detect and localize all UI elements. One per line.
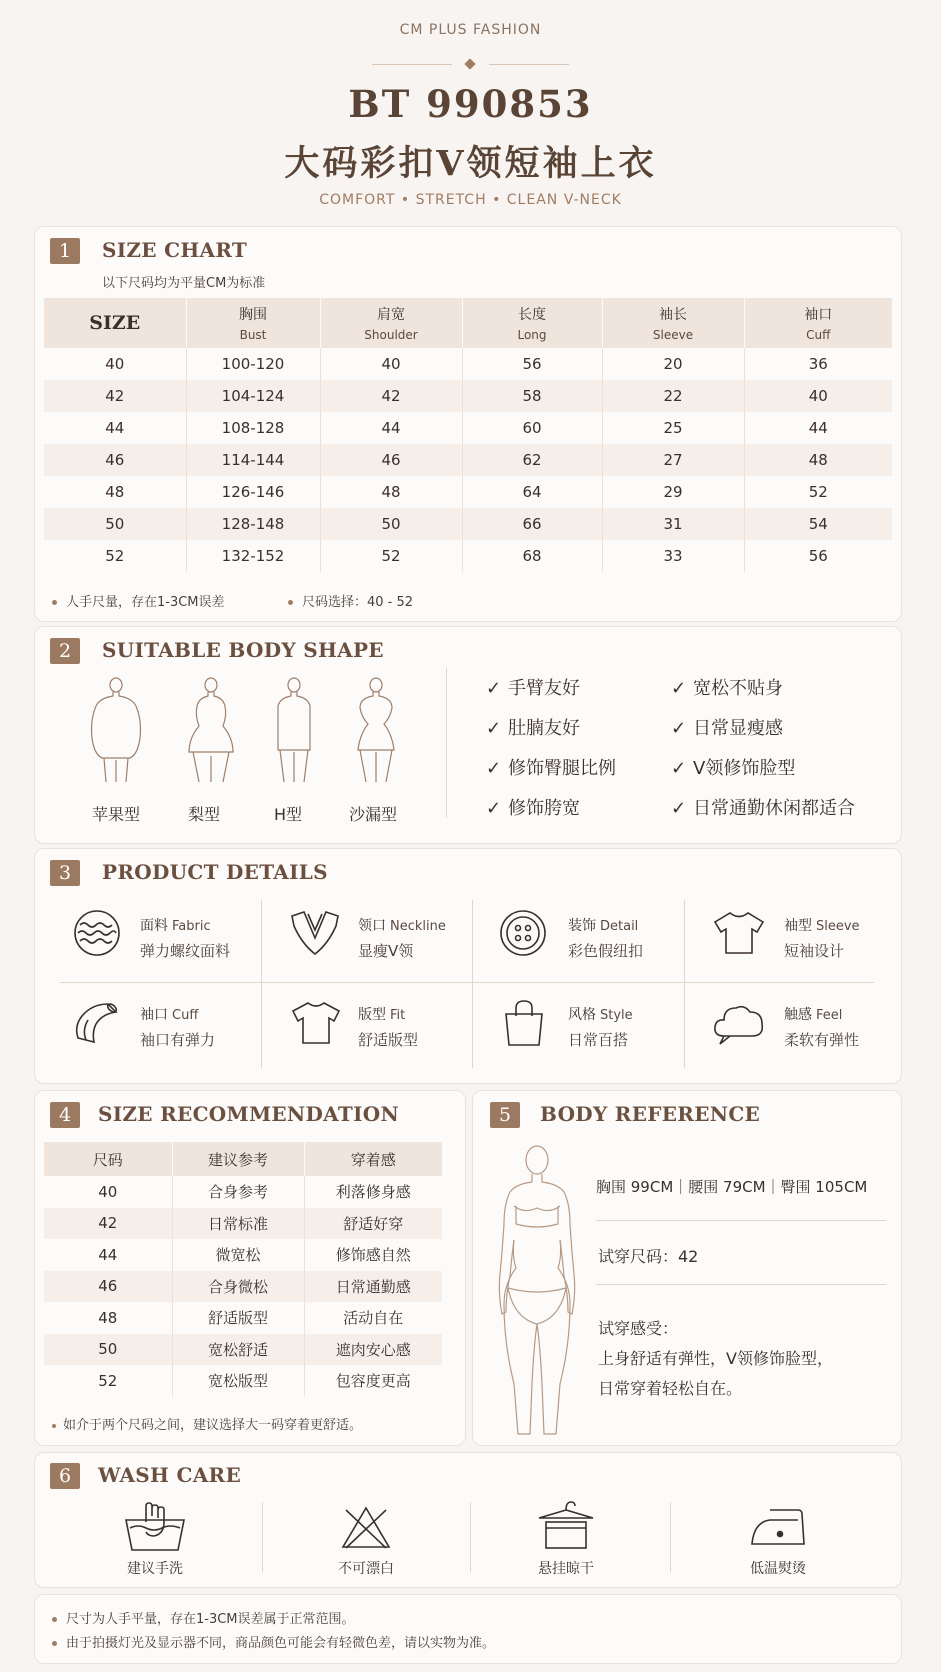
detail-value: 柔软有弹性 (784, 1031, 860, 1049)
table-cell: 108-128 (186, 412, 320, 444)
detail-value: 显瘦V领 (358, 942, 414, 960)
divider-line (60, 982, 874, 983)
body-measurements: 胸围 99CM｜腰围 79CM｜臀围 105CM (596, 1178, 868, 1196)
section-title: WASH CARE (98, 1463, 242, 1487)
divider-line (472, 900, 473, 1068)
figure-label: 沙漏型 (348, 805, 397, 824)
table-cell: 46 (320, 444, 462, 476)
benefit-item: ✓ 日常通勤休闲都适合 (671, 798, 855, 819)
table-cell: 48 (320, 476, 462, 508)
section-title: SIZE CHART (102, 238, 248, 262)
divider-line (372, 64, 452, 65)
divider-line (470, 1502, 471, 1572)
hourglass-shape-figure-icon (346, 676, 406, 786)
cloud-feel-icon (712, 1000, 766, 1046)
table-cell: 100-120 (186, 348, 320, 380)
check-icon: ✓ (486, 758, 502, 779)
table-cell: 56 (744, 540, 892, 572)
divider-line (684, 900, 685, 1068)
footer-note: 尺寸为人手平量，存在1-3CM误差属于正常范围。 (52, 1608, 355, 1627)
table-cell: 日常标准 (172, 1208, 304, 1240)
table-row (44, 508, 892, 540)
table-row (44, 1334, 442, 1366)
table-cell: 包容度更高 (304, 1365, 442, 1397)
table-cell: 64 (462, 476, 602, 508)
benefit-item: ✓ 手臂友好 (486, 678, 580, 699)
section-title: SIZE RECOMMENDATION (98, 1102, 400, 1126)
table-row (44, 1176, 442, 1208)
table-cell: 66 (462, 508, 602, 540)
divider-line (446, 668, 447, 818)
benefit-item: ✓ 宽松不贴身 (671, 678, 783, 699)
section-title: PRODUCT DETAILS (102, 860, 328, 884)
table-cell: 50 (320, 508, 462, 540)
hang-dry-icon (536, 1498, 596, 1550)
apple-shape-figure-icon (86, 676, 146, 786)
trial-feel-text: 上身舒适有弹性，V领修饰脸型， (598, 1349, 833, 1368)
table-header-row (44, 298, 892, 348)
detail-value: 弹力螺纹面料 (140, 942, 231, 960)
table-cell: 40 (44, 348, 186, 380)
table-cell: 50 (44, 508, 186, 540)
section-number: 6 (50, 1463, 80, 1489)
table-cell: 40 (320, 348, 462, 380)
table-cell: 22 (602, 380, 744, 412)
check-icon: ✓ (486, 718, 502, 739)
section-number: 5 (490, 1102, 520, 1128)
check-icon: ✓ (671, 758, 687, 779)
section-title: BODY REFERENCE (540, 1102, 761, 1126)
trial-size: 试穿尺码：42 (598, 1247, 699, 1266)
no-bleach-icon (340, 1504, 392, 1550)
benefit-item: ✓ 肚腩友好 (486, 718, 580, 739)
table-cell: 54 (744, 508, 892, 540)
table-cell: 126-146 (186, 476, 320, 508)
table-cell: 48 (744, 444, 892, 476)
detail-title: 装饰 Detail (568, 918, 639, 934)
tagline: COMFORT • STRETCH • CLEAN V-NECK (319, 192, 622, 208)
check-icon: ✓ (671, 678, 687, 699)
size-range-note: 尺码选择：40 - 52 (288, 591, 413, 610)
wash-label: 建议手洗 (127, 1561, 183, 1577)
table-row (44, 1365, 442, 1397)
table-cell: 42 (320, 380, 462, 412)
trial-feel-text: 日常穿着轻松自在。 (598, 1379, 743, 1398)
table-cell: 遮肉安心感 (304, 1334, 442, 1366)
benefit-item: ✓ 修饰胯宽 (486, 798, 580, 819)
wash-label: 低温熨烫 (750, 1561, 806, 1577)
product-name: 大码彩扣V领短袖上衣 (284, 143, 657, 184)
column-header: 袖口 Cuff (744, 298, 892, 348)
table-cell: 52 (44, 540, 186, 572)
divider-line (670, 1502, 671, 1572)
table-cell: 合身参考 (172, 1176, 304, 1208)
size-recommendation-table (44, 1142, 442, 1397)
detail-title: 触感 Feel (784, 1007, 843, 1023)
section-title: SUITABLE BODY SHAPE (102, 638, 384, 662)
benefit-item: ✓ 修饰臀腿比例 (486, 758, 616, 779)
body-reference-figure-icon (494, 1144, 580, 1440)
table-cell: 114-144 (186, 444, 320, 476)
divider-line (262, 1502, 263, 1572)
size-note: 人手尺量，存在1-3CM误差 (52, 591, 225, 610)
table-cell: 33 (602, 540, 744, 572)
detail-value: 舒适版型 (358, 1031, 419, 1049)
table-cell: 42 (44, 380, 186, 412)
detail-title: 袖型 Sleeve (784, 918, 860, 934)
tshirt-fit-icon (290, 1000, 342, 1046)
detail-title: 袖口 Cuff (140, 1007, 199, 1023)
benefit-item: ✓ V领修饰脸型 (671, 758, 796, 779)
table-cell: 132-152 (186, 540, 320, 572)
table-row (44, 444, 892, 476)
column-header: SIZE (44, 298, 186, 348)
footer-notes-card (34, 1594, 902, 1664)
table-cell: 44 (44, 1239, 172, 1271)
column-header: 长度 Long (462, 298, 602, 348)
section-subtitle: 以下尺码均为平量CM为标准 (102, 276, 266, 291)
column-header: 肩宽 Shoulder (320, 298, 462, 348)
section-number: 1 (50, 238, 80, 264)
tshirt-sleeve-icon (712, 910, 766, 956)
button-icon (498, 908, 548, 958)
table-cell: 舒适好穿 (304, 1208, 442, 1240)
model-number: BT 990853 (348, 82, 593, 126)
low-iron-icon (748, 1506, 808, 1550)
table-cell: 29 (602, 476, 744, 508)
section-number: 2 (50, 638, 80, 664)
diamond-ornament-icon (464, 58, 475, 69)
detail-title: 领口 Neckline (358, 918, 446, 934)
table-cell: 44 (44, 412, 186, 444)
table-cell: 46 (44, 1271, 172, 1303)
footer-note: 由于拍摄灯光及显示器不同，商品颜色可能会有轻微色差，请以实物为准。 (52, 1632, 495, 1651)
table-cell: 52 (44, 1365, 172, 1397)
h-shape-figure-icon (264, 676, 324, 786)
figure-label: 苹果型 (91, 805, 140, 824)
column-header: 穿着感 (304, 1142, 442, 1176)
brand-name: CM PLUS FASHION (399, 22, 542, 38)
table-row (44, 476, 892, 508)
recommendation-note: 如介于两个尺码之间，建议选择大一码穿着更舒适。 (52, 1414, 362, 1433)
table-cell: 58 (462, 380, 602, 412)
detail-value: 袖口有弹力 (140, 1031, 216, 1049)
detail-value: 短袖设计 (784, 942, 845, 960)
table-cell: 宽松舒适 (172, 1334, 304, 1366)
column-header: 胸围 Bust (186, 298, 320, 348)
size-chart-table (44, 298, 892, 572)
figure-label: H型 (273, 805, 303, 824)
table-cell: 修饰感自然 (304, 1239, 442, 1271)
table-cell: 27 (602, 444, 744, 476)
table-row (44, 1271, 442, 1303)
table-row (44, 348, 892, 380)
table-cell: 42 (44, 1208, 172, 1240)
table-cell: 日常通勤感 (304, 1271, 442, 1303)
check-icon: ✓ (486, 678, 502, 699)
table-cell: 68 (462, 540, 602, 572)
table-cell: 48 (44, 476, 186, 508)
column-header: 尺码 (44, 1142, 172, 1176)
section-number: 4 (50, 1102, 80, 1128)
table-cell: 128-148 (186, 508, 320, 540)
table-cell: 36 (744, 348, 892, 380)
table-cell: 62 (462, 444, 602, 476)
table-cell: 31 (602, 508, 744, 540)
table-row (44, 1302, 442, 1334)
detail-title: 风格 Style (568, 1007, 633, 1023)
table-cell: 104-124 (186, 380, 320, 412)
check-icon: ✓ (671, 798, 687, 819)
divider-line (261, 900, 262, 1068)
table-cell: 52 (744, 476, 892, 508)
table-cell: 25 (602, 412, 744, 444)
table-cell: 48 (44, 1302, 172, 1334)
detail-value: 日常百搭 (568, 1031, 629, 1049)
benefit-item: ✓ 日常显瘦感 (671, 718, 783, 739)
table-cell: 利落修身感 (304, 1176, 442, 1208)
v-neckline-icon (288, 908, 342, 958)
table-cell: 50 (44, 1334, 172, 1366)
table-row (44, 412, 892, 444)
table-row (44, 380, 892, 412)
handbag-icon (502, 998, 546, 1048)
check-icon: ✓ (486, 798, 502, 819)
section-number: 3 (50, 860, 80, 886)
trial-feel-label: 试穿感受： (598, 1319, 679, 1338)
table-cell: 40 (44, 1176, 172, 1208)
figure-label: 梨型 (187, 805, 220, 824)
table-row (44, 1208, 442, 1240)
divider-line (596, 1220, 886, 1221)
cuff-icon (72, 998, 122, 1048)
table-cell: 44 (744, 412, 892, 444)
table-cell: 40 (744, 380, 892, 412)
divider-line (489, 64, 569, 65)
pear-shape-figure-icon (181, 676, 241, 786)
table-row (44, 1239, 442, 1271)
table-cell: 宽松版型 (172, 1365, 304, 1397)
table-cell: 舒适版型 (172, 1302, 304, 1334)
table-cell: 44 (320, 412, 462, 444)
divider-line (596, 1284, 886, 1285)
wash-label: 悬挂晾干 (538, 1561, 594, 1577)
wash-label: 不可漂白 (338, 1561, 394, 1577)
fabric-waves-icon (72, 908, 122, 958)
detail-title: 面料 Fabric (140, 918, 211, 934)
detail-value: 彩色假纽扣 (568, 942, 644, 960)
table-cell: 52 (320, 540, 462, 572)
table-header-row (44, 1142, 442, 1176)
hand-wash-icon (124, 1500, 186, 1552)
detail-title: 版型 Fit (358, 1007, 406, 1023)
column-header: 建议参考 (172, 1142, 304, 1176)
check-icon: ✓ (671, 718, 687, 739)
table-cell: 56 (462, 348, 602, 380)
table-cell: 活动自在 (304, 1302, 442, 1334)
column-header: 袖长 Sleeve (602, 298, 744, 348)
table-cell: 合身微松 (172, 1271, 304, 1303)
table-cell: 20 (602, 348, 744, 380)
table-cell: 微宽松 (172, 1239, 304, 1271)
table-row (44, 540, 892, 572)
table-cell: 60 (462, 412, 602, 444)
table-cell: 46 (44, 444, 186, 476)
